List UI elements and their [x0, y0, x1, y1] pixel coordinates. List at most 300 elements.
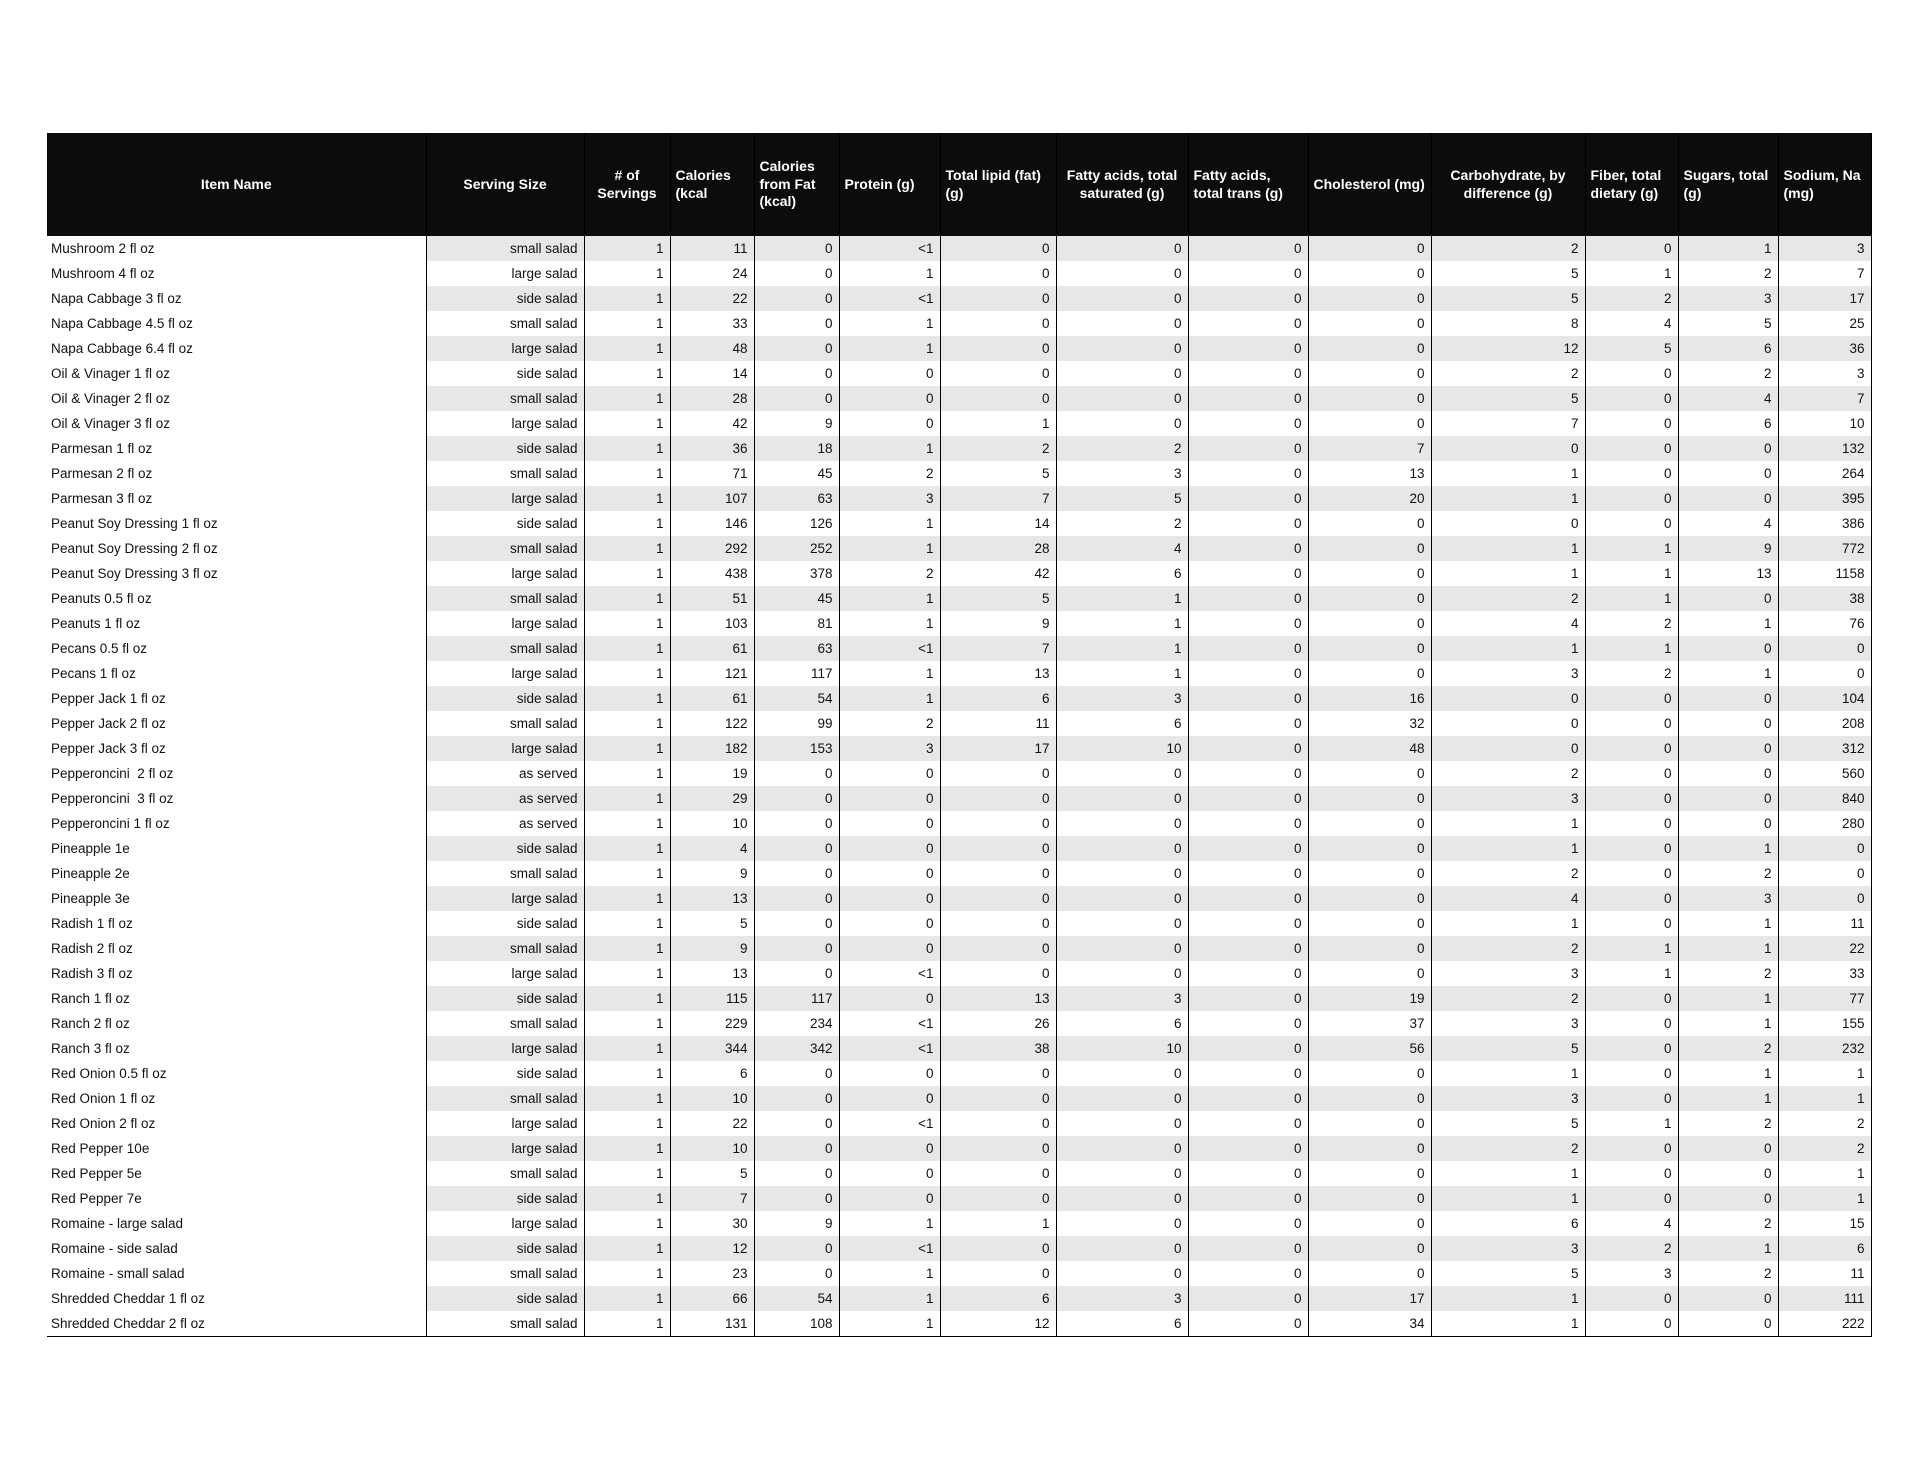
cell-sugars: 0: [1678, 436, 1778, 461]
cell-total-lipid: 13: [940, 661, 1056, 686]
column-header-item-name: Item Name: [47, 133, 426, 236]
cell-protein: 2: [839, 561, 940, 586]
cell-calories: 71: [670, 461, 754, 486]
table-row: [47, 561, 1871, 586]
cell-saturated-fat: 3: [1056, 686, 1188, 711]
cell-total-lipid: 0: [940, 911, 1056, 936]
table-row: [47, 436, 1871, 461]
cell-fiber: 2: [1585, 611, 1678, 636]
cell-calories-from-fat: 45: [754, 586, 839, 611]
cell-calories: 11: [670, 236, 754, 261]
cell-calories: 14: [670, 361, 754, 386]
cell-sodium: 33: [1778, 961, 1871, 986]
cell-trans-fat: 0: [1188, 286, 1308, 311]
cell-cholesterol: 34: [1308, 1311, 1431, 1337]
table-row: [47, 386, 1871, 411]
table-row: [47, 411, 1871, 436]
cell-calories: 66: [670, 1286, 754, 1311]
cell-serving-size: large salad: [426, 611, 584, 636]
cell-calories-from-fat: 378: [754, 561, 839, 586]
cell-total-lipid: 12: [940, 1311, 1056, 1337]
cell-carbohydrate: 3: [1431, 1236, 1585, 1261]
cell-sugars: 3: [1678, 886, 1778, 911]
cell-total-lipid: 13: [940, 986, 1056, 1011]
cell-calories-from-fat: 9: [754, 1211, 839, 1236]
cell-fiber: 0: [1585, 786, 1678, 811]
cell-calories: 10: [670, 1086, 754, 1111]
cell-protein: 0: [839, 1136, 940, 1161]
cell-num-servings: 1: [584, 386, 670, 411]
cell-total-lipid: 0: [940, 861, 1056, 886]
cell-trans-fat: 0: [1188, 961, 1308, 986]
cell-calories: 438: [670, 561, 754, 586]
cell-sugars: 1: [1678, 236, 1778, 261]
cell-item-name: Radish 3 fl oz: [47, 961, 426, 986]
cell-fiber: 0: [1585, 361, 1678, 386]
cell-sugars: 1: [1678, 1086, 1778, 1111]
cell-trans-fat: 0: [1188, 1036, 1308, 1061]
cell-trans-fat: 0: [1188, 811, 1308, 836]
cell-fiber: 0: [1585, 911, 1678, 936]
cell-cholesterol: 0: [1308, 561, 1431, 586]
cell-calories: 48: [670, 336, 754, 361]
cell-sugars: 0: [1678, 686, 1778, 711]
cell-sodium: 560: [1778, 761, 1871, 786]
table-row: [47, 486, 1871, 511]
cell-sodium: 111: [1778, 1286, 1871, 1311]
cell-serving-size: side salad: [426, 1186, 584, 1211]
cell-trans-fat: 0: [1188, 1311, 1308, 1337]
cell-serving-size: small salad: [426, 1011, 584, 1036]
cell-calories-from-fat: 18: [754, 436, 839, 461]
cell-num-servings: 1: [584, 311, 670, 336]
table-row: [47, 836, 1871, 861]
cell-item-name: Romaine - large salad: [47, 1211, 426, 1236]
cell-item-name: Pineapple 2e: [47, 861, 426, 886]
cell-serving-size: as served: [426, 761, 584, 786]
cell-sodium: 395: [1778, 486, 1871, 511]
table-row: [47, 1011, 1871, 1036]
cell-protein: 0: [839, 386, 940, 411]
cell-trans-fat: 0: [1188, 411, 1308, 436]
cell-item-name: Red Onion 2 fl oz: [47, 1111, 426, 1136]
cell-total-lipid: 0: [940, 1136, 1056, 1161]
cell-calories: 33: [670, 311, 754, 336]
cell-sugars: 0: [1678, 736, 1778, 761]
cell-sodium: 0: [1778, 861, 1871, 886]
cell-carbohydrate: 0: [1431, 711, 1585, 736]
cell-carbohydrate: 2: [1431, 936, 1585, 961]
cell-trans-fat: 0: [1188, 1136, 1308, 1161]
cell-calories-from-fat: 0: [754, 761, 839, 786]
table-row: [47, 336, 1871, 361]
cell-calories: 30: [670, 1211, 754, 1236]
cell-carbohydrate: 2: [1431, 861, 1585, 886]
cell-cholesterol: 0: [1308, 786, 1431, 811]
cell-trans-fat: 0: [1188, 1211, 1308, 1236]
cell-carbohydrate: 3: [1431, 961, 1585, 986]
cell-protein: 0: [839, 361, 940, 386]
cell-protein: 1: [839, 311, 940, 336]
cell-total-lipid: 0: [940, 1186, 1056, 1211]
cell-item-name: Pepperoncini 3 fl oz: [47, 786, 426, 811]
cell-num-servings: 1: [584, 461, 670, 486]
cell-num-servings: 1: [584, 586, 670, 611]
cell-fiber: 1: [1585, 961, 1678, 986]
cell-sodium: 155: [1778, 1011, 1871, 1036]
cell-trans-fat: 0: [1188, 1086, 1308, 1111]
table-row: [47, 611, 1871, 636]
cell-num-servings: 1: [584, 886, 670, 911]
cell-trans-fat: 0: [1188, 561, 1308, 586]
cell-sugars: 2: [1678, 261, 1778, 286]
cell-total-lipid: 0: [940, 386, 1056, 411]
cell-calories: 146: [670, 511, 754, 536]
cell-calories: 103: [670, 611, 754, 636]
cell-total-lipid: 17: [940, 736, 1056, 761]
cell-sugars: 4: [1678, 386, 1778, 411]
table-row: [47, 1236, 1871, 1261]
cell-item-name: Peanut Soy Dressing 3 fl oz: [47, 561, 426, 586]
column-header-sodium: Sodium, Na (mg): [1778, 133, 1871, 236]
cell-sugars: 9: [1678, 536, 1778, 561]
cell-calories: 36: [670, 436, 754, 461]
cell-fiber: 4: [1585, 311, 1678, 336]
cell-serving-size: small salad: [426, 311, 584, 336]
cell-fiber: 3: [1585, 1261, 1678, 1286]
cell-protein: 1: [839, 611, 940, 636]
cell-saturated-fat: 6: [1056, 1311, 1188, 1337]
cell-calories-from-fat: 117: [754, 986, 839, 1011]
cell-sugars: 2: [1678, 1036, 1778, 1061]
cell-serving-size: large salad: [426, 1036, 584, 1061]
cell-protein: 3: [839, 736, 940, 761]
cell-trans-fat: 0: [1188, 786, 1308, 811]
table-row: [47, 1061, 1871, 1086]
cell-sugars: 1: [1678, 661, 1778, 686]
column-header-protein: Protein (g): [839, 133, 940, 236]
cell-cholesterol: 13: [1308, 461, 1431, 486]
cell-num-servings: 1: [584, 761, 670, 786]
cell-sugars: 1: [1678, 986, 1778, 1011]
cell-sugars: 13: [1678, 561, 1778, 586]
cell-item-name: Napa Cabbage 6.4 fl oz: [47, 336, 426, 361]
cell-calories-from-fat: 0: [754, 886, 839, 911]
cell-cholesterol: 0: [1308, 661, 1431, 686]
cell-total-lipid: 6: [940, 1286, 1056, 1311]
cell-calories: 182: [670, 736, 754, 761]
cell-item-name: Radish 2 fl oz: [47, 936, 426, 961]
cell-saturated-fat: 0: [1056, 786, 1188, 811]
cell-calories: 121: [670, 661, 754, 686]
cell-serving-size: side salad: [426, 1061, 584, 1086]
cell-calories: 42: [670, 411, 754, 436]
table-header-row: [47, 133, 1871, 236]
cell-sugars: 0: [1678, 761, 1778, 786]
cell-protein: 1: [839, 586, 940, 611]
cell-sugars: 1: [1678, 936, 1778, 961]
cell-cholesterol: 0: [1308, 586, 1431, 611]
column-header-total-lipid: Total lipid (fat) (g): [940, 133, 1056, 236]
cell-saturated-fat: 0: [1056, 336, 1188, 361]
table-row: [47, 361, 1871, 386]
cell-total-lipid: 0: [940, 786, 1056, 811]
cell-carbohydrate: 5: [1431, 1261, 1585, 1286]
cell-cholesterol: 0: [1308, 861, 1431, 886]
cell-item-name: Pepperoncini 2 fl oz: [47, 761, 426, 786]
cell-total-lipid: 5: [940, 586, 1056, 611]
cell-fiber: 0: [1585, 486, 1678, 511]
cell-item-name: Red Pepper 5e: [47, 1161, 426, 1186]
cell-sugars: 0: [1678, 711, 1778, 736]
cell-sugars: 6: [1678, 411, 1778, 436]
cell-num-servings: 1: [584, 511, 670, 536]
cell-calories: 10: [670, 1136, 754, 1161]
cell-carbohydrate: 1: [1431, 1161, 1585, 1186]
cell-item-name: Pepper Jack 3 fl oz: [47, 736, 426, 761]
cell-total-lipid: 28: [940, 536, 1056, 561]
cell-sodium: 25: [1778, 311, 1871, 336]
cell-sugars: 1: [1678, 911, 1778, 936]
cell-protein: 1: [839, 336, 940, 361]
cell-fiber: 1: [1585, 936, 1678, 961]
cell-calories: 10: [670, 811, 754, 836]
table-row: [47, 1311, 1871, 1337]
cell-protein: <1: [839, 636, 940, 661]
cell-cholesterol: 37: [1308, 1011, 1431, 1036]
cell-sodium: 1: [1778, 1061, 1871, 1086]
cell-serving-size: large salad: [426, 886, 584, 911]
table-row: [47, 686, 1871, 711]
cell-num-servings: 1: [584, 561, 670, 586]
cell-serving-size: large salad: [426, 1136, 584, 1161]
cell-carbohydrate: 7: [1431, 411, 1585, 436]
cell-sodium: 208: [1778, 711, 1871, 736]
cell-num-servings: 1: [584, 986, 670, 1011]
cell-fiber: 0: [1585, 1061, 1678, 1086]
cell-trans-fat: 0: [1188, 661, 1308, 686]
cell-item-name: Peanut Soy Dressing 1 fl oz: [47, 511, 426, 536]
cell-item-name: Mushroom 2 fl oz: [47, 236, 426, 261]
cell-cholesterol: 0: [1308, 236, 1431, 261]
cell-carbohydrate: 1: [1431, 461, 1585, 486]
cell-serving-size: small salad: [426, 936, 584, 961]
cell-saturated-fat: 0: [1056, 261, 1188, 286]
cell-serving-size: small salad: [426, 1161, 584, 1186]
cell-cholesterol: 0: [1308, 1211, 1431, 1236]
cell-carbohydrate: 5: [1431, 286, 1585, 311]
table-row: [47, 986, 1871, 1011]
cell-carbohydrate: 2: [1431, 586, 1585, 611]
cell-calories: 19: [670, 761, 754, 786]
table-row: [47, 1111, 1871, 1136]
cell-calories-from-fat: 54: [754, 686, 839, 711]
cell-saturated-fat: 0: [1056, 861, 1188, 886]
cell-total-lipid: 0: [940, 836, 1056, 861]
cell-sugars: 0: [1678, 811, 1778, 836]
cell-fiber: 5: [1585, 336, 1678, 361]
cell-carbohydrate: 4: [1431, 611, 1585, 636]
cell-protein: 1: [839, 436, 940, 461]
cell-saturated-fat: 0: [1056, 1161, 1188, 1186]
cell-total-lipid: 7: [940, 636, 1056, 661]
table-row: [47, 886, 1871, 911]
cell-num-servings: 1: [584, 611, 670, 636]
cell-protein: 1: [839, 1286, 940, 1311]
cell-serving-size: large salad: [426, 486, 584, 511]
cell-num-servings: 1: [584, 1086, 670, 1111]
cell-num-servings: 1: [584, 811, 670, 836]
cell-sodium: 0: [1778, 636, 1871, 661]
cell-protein: 1: [839, 1211, 940, 1236]
cell-fiber: 0: [1585, 1161, 1678, 1186]
cell-protein: <1: [839, 236, 940, 261]
cell-protein: 0: [839, 886, 940, 911]
table-row: [47, 1261, 1871, 1286]
cell-sodium: 11: [1778, 1261, 1871, 1286]
cell-num-servings: 1: [584, 636, 670, 661]
cell-num-servings: 1: [584, 536, 670, 561]
cell-carbohydrate: 2: [1431, 761, 1585, 786]
cell-cholesterol: 0: [1308, 361, 1431, 386]
cell-saturated-fat: 0: [1056, 1111, 1188, 1136]
cell-calories-from-fat: 234: [754, 1011, 839, 1036]
cell-calories: 23: [670, 1261, 754, 1286]
cell-sugars: 2: [1678, 861, 1778, 886]
cell-cholesterol: 20: [1308, 486, 1431, 511]
cell-sugars: 0: [1678, 636, 1778, 661]
table-row: [47, 511, 1871, 536]
cell-calories: 6: [670, 1061, 754, 1086]
cell-total-lipid: 9: [940, 611, 1056, 636]
cell-sodium: 2: [1778, 1111, 1871, 1136]
cell-saturated-fat: 0: [1056, 361, 1188, 386]
cell-carbohydrate: 0: [1431, 736, 1585, 761]
cell-calories: 51: [670, 586, 754, 611]
cell-calories-from-fat: 0: [754, 236, 839, 261]
cell-trans-fat: 0: [1188, 486, 1308, 511]
cell-sodium: 232: [1778, 1036, 1871, 1061]
cell-cholesterol: 0: [1308, 511, 1431, 536]
cell-saturated-fat: 1: [1056, 611, 1188, 636]
cell-total-lipid: 0: [940, 1111, 1056, 1136]
cell-serving-size: small salad: [426, 461, 584, 486]
cell-protein: 1: [839, 1261, 940, 1286]
cell-cholesterol: 32: [1308, 711, 1431, 736]
cell-fiber: 0: [1585, 736, 1678, 761]
cell-num-servings: 1: [584, 1061, 670, 1086]
cell-total-lipid: 1: [940, 411, 1056, 436]
cell-calories-from-fat: 0: [754, 911, 839, 936]
cell-calories: 29: [670, 786, 754, 811]
cell-calories: 12: [670, 1236, 754, 1261]
cell-num-servings: 1: [584, 236, 670, 261]
cell-item-name: Ranch 1 fl oz: [47, 986, 426, 1011]
cell-sugars: 0: [1678, 1161, 1778, 1186]
cell-serving-size: small salad: [426, 861, 584, 886]
cell-calories-from-fat: 0: [754, 786, 839, 811]
cell-calories-from-fat: 0: [754, 386, 839, 411]
cell-total-lipid: 0: [940, 1161, 1056, 1186]
cell-trans-fat: 0: [1188, 386, 1308, 411]
cell-carbohydrate: 3: [1431, 786, 1585, 811]
cell-item-name: Oil & Vinager 2 fl oz: [47, 386, 426, 411]
cell-trans-fat: 0: [1188, 236, 1308, 261]
cell-item-name: Red Onion 0.5 fl oz: [47, 1061, 426, 1086]
cell-saturated-fat: 1: [1056, 661, 1188, 686]
cell-saturated-fat: 2: [1056, 511, 1188, 536]
cell-calories-from-fat: 252: [754, 536, 839, 561]
cell-fiber: 0: [1585, 1136, 1678, 1161]
cell-calories-from-fat: 0: [754, 311, 839, 336]
cell-carbohydrate: 5: [1431, 1036, 1585, 1061]
cell-num-servings: 1: [584, 1261, 670, 1286]
cell-saturated-fat: 0: [1056, 236, 1188, 261]
cell-item-name: Red Onion 1 fl oz: [47, 1086, 426, 1111]
cell-cholesterol: 0: [1308, 886, 1431, 911]
cell-sugars: 0: [1678, 1311, 1778, 1337]
cell-fiber: 1: [1585, 586, 1678, 611]
table-row: [47, 286, 1871, 311]
cell-fiber: 0: [1585, 511, 1678, 536]
cell-carbohydrate: 1: [1431, 1311, 1585, 1337]
cell-trans-fat: 0: [1188, 761, 1308, 786]
cell-carbohydrate: 1: [1431, 1286, 1585, 1311]
cell-protein: 0: [839, 1186, 940, 1211]
column-header-trans-fat: Fatty acids, total trans (g): [1188, 133, 1308, 236]
cell-cholesterol: 0: [1308, 1236, 1431, 1261]
cell-calories-from-fat: 342: [754, 1036, 839, 1061]
cell-total-lipid: 7: [940, 486, 1056, 511]
cell-fiber: 0: [1585, 686, 1678, 711]
table-row: [47, 761, 1871, 786]
cell-calories-from-fat: 0: [754, 286, 839, 311]
cell-saturated-fat: 4: [1056, 536, 1188, 561]
cell-fiber: 0: [1585, 1036, 1678, 1061]
cell-trans-fat: 0: [1188, 936, 1308, 961]
cell-cholesterol: 0: [1308, 1111, 1431, 1136]
cell-saturated-fat: 1: [1056, 586, 1188, 611]
table-row: [47, 1286, 1871, 1311]
cell-serving-size: large salad: [426, 261, 584, 286]
cell-saturated-fat: 0: [1056, 1261, 1188, 1286]
cell-fiber: 2: [1585, 286, 1678, 311]
cell-fiber: 0: [1585, 986, 1678, 1011]
cell-sugars: 2: [1678, 361, 1778, 386]
cell-cholesterol: 0: [1308, 836, 1431, 861]
table-row: [47, 261, 1871, 286]
cell-carbohydrate: 0: [1431, 511, 1585, 536]
cell-saturated-fat: 1: [1056, 636, 1188, 661]
cell-protein: 0: [839, 786, 940, 811]
cell-carbohydrate: 2: [1431, 361, 1585, 386]
cell-sodium: 22: [1778, 936, 1871, 961]
cell-protein: 1: [839, 511, 940, 536]
cell-num-servings: 1: [584, 736, 670, 761]
cell-total-lipid: 0: [940, 1236, 1056, 1261]
table-row: [47, 861, 1871, 886]
cell-serving-size: side salad: [426, 286, 584, 311]
cell-saturated-fat: 6: [1056, 561, 1188, 586]
cell-item-name: Peanuts 0.5 fl oz: [47, 586, 426, 611]
cell-sodium: 222: [1778, 1311, 1871, 1337]
cell-calories-from-fat: 81: [754, 611, 839, 636]
cell-calories: 5: [670, 911, 754, 936]
cell-serving-size: large salad: [426, 736, 584, 761]
cell-protein: <1: [839, 1111, 940, 1136]
cell-cholesterol: 16: [1308, 686, 1431, 711]
cell-fiber: 1: [1585, 636, 1678, 661]
